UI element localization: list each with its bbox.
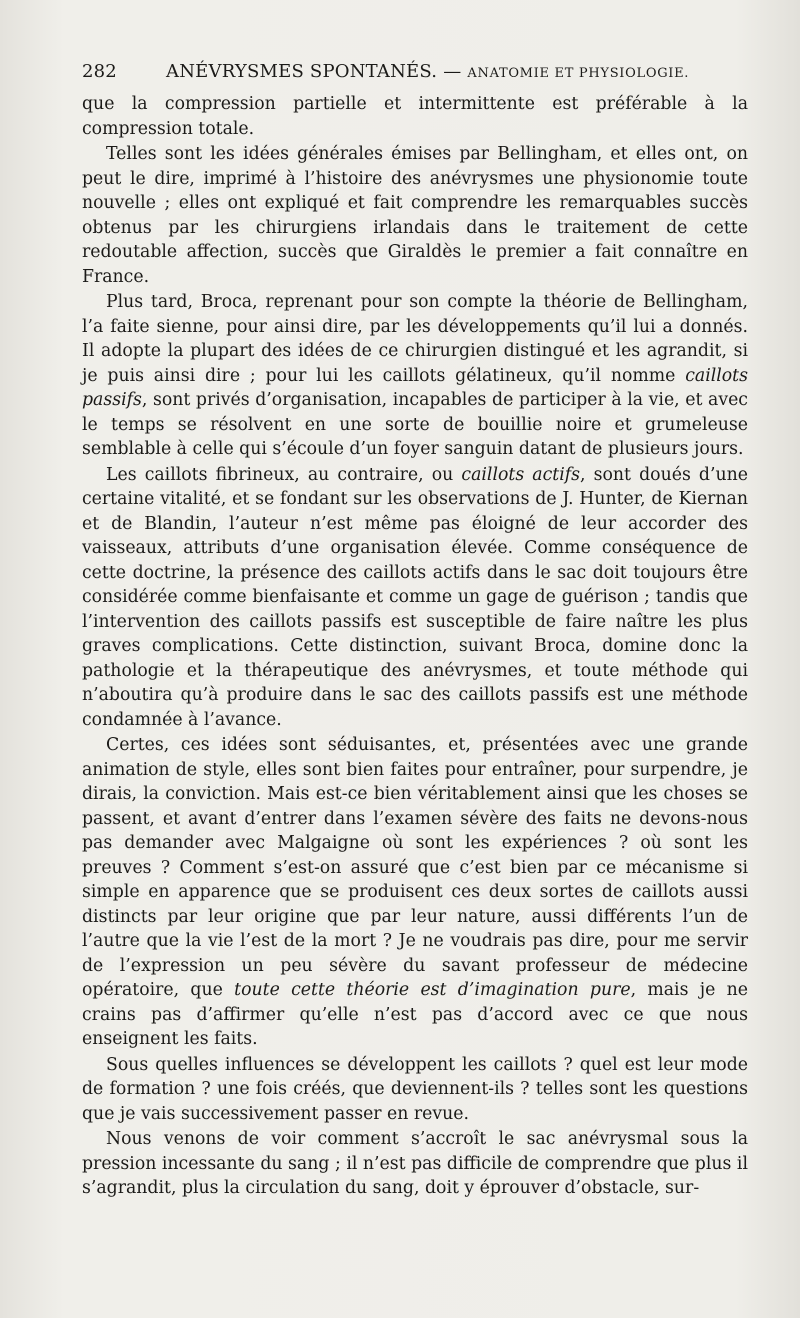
- paragraph-4: [82, 463, 748, 733]
- paragraph-3-text-a: Plus tard, Broca, reprenant pour son compte la théorie de Bellingham, l’a faite sienne, pour ainsi dire, par les développements qu’il lui a donnés. Il adopte la plupart des idées de ce chirurgien distingué et les agrandit, si je puis ainsi dire ; pour lui les caillots gélatineux, qu’il nomme: [82, 292, 748, 386]
- paragraph-4-italic: caillots actifs: [461, 464, 581, 485]
- paragraph-6: [82, 1053, 748, 1127]
- header-separator: —: [443, 61, 462, 82]
- paragraph-5: [82, 733, 748, 1052]
- running-subtitle: ANATOMIE ET PHYSIOLOGIE.: [467, 66, 690, 81]
- paragraph-3-text-b: , sont privés d’organisation, incapables de participer à la vie, et avec le temps se résolvent en une sorte de bouillie noire et grumeleuse semblable à celle qui s’écoule d’un foyer sanguin datant de plusieurs jours.: [82, 390, 748, 459]
- paragraph-3: [82, 290, 748, 462]
- paragraph-5-text-a: Certes, ces idées sont séduisantes, et, présentées avec une grande animation de style, elles sont bien faites pour entraîner, pour surpendre, je dirais, la conviction. Mais est-ce bien véritablement ainsi que les choses se passent, et avant d’entrer dans l’examen sévère des faits ne devons-nous pas demander avec Malgaigne où sont les expériences ? où sont les preuves ? Comment s’est-on assuré que c’est bien par ce mécanisme si simple en apparence que se produisent ces deux sortes de caillots aussi distincts par leur origine que par leur nature, aussi différents l’un de l’autre que la vie l’est de la mort ? Je ne voudrais pas dire, pour me servir de l’expression un peu sévère du savant professeur de médecine opératoire, que: [82, 735, 748, 1000]
- running-title: ANÉVRYSMES SPONTANÉS.: [166, 61, 438, 82]
- paragraph-6-text: Sous quelles influences se développent les caillots ? quel est leur mode de formation ? une fois créés, que deviennent-ils ? telles sont les questions que je vais successivement passer en revue.: [82, 1054, 748, 1124]
- page-number: 282: [82, 61, 117, 82]
- paragraph-5-text-b: , mais je ne crains pas d’affirmer qu’elle n’est pas d’accord avec ce que nous enseignent les faits.: [82, 980, 748, 1049]
- running-header: [82, 56, 750, 88]
- body-text: [82, 92, 748, 1201]
- paragraph-1-text: que la compression partielle et intermittente est préférable à la compression totale.: [82, 94, 748, 139]
- paragraph-7-text: Nous venons de voir comment s’accroît le sac anévrysmal sous la pression incessante du sang ; il n’est pas difficile de comprendre que plus il s’agrandit, plus la circulation du sang, doit y éprouver d’obstacle, sur-: [82, 1129, 748, 1198]
- paragraph-4-text-a: Les caillots fibrineux, au contraire, ou: [106, 464, 454, 485]
- paragraph-1: [82, 92, 748, 141]
- paragraph-2-text: Telles sont les idées générales émises par Bellingham, et elles ont, on peut le dire, imprimé à l’histoire des anévrysmes une physionomie toute nouvelle ; elles ont expliqué et fait comprendre les remarquables succès obtenus par les chirurgiens irlandais dans le traitement de cette redoutable affection, succès que Giraldès le premier a fait connaître en France.: [82, 144, 748, 287]
- paragraph-3-italic: caillots passifs: [82, 365, 748, 410]
- paragraph-4-text-b: , sont doués d’une certaine vitalité, et se fondant sur les observations de J. Hunter, de Kiernan et de Blandin, l’auteur n’est même pas éloigné de leur accorder des vaisseaux, attributs d’une organisation élevée. Comme conséquence de cette doctrine, la présence des caillots actifs dans le sac doit toujours être considérée comme bienfaisante et comme un gage de guérison ; tandis que l’intervention des caillots passifs est susceptible de faire naître les plus graves complications. Cette distinction, suivant Broca, domine donc la pathologie et la thérapeutique des anévrysmes, et toute méthode qui n’aboutira qu’à produire dans le sac des caillots passifs est une méthode condamnée à l’avance.: [82, 464, 748, 730]
- paragraph-5-italic: toute cette théorie est d’imagination pure: [234, 980, 631, 1000]
- paragraph-7: [82, 1127, 748, 1201]
- paragraph-2: [82, 142, 748, 289]
